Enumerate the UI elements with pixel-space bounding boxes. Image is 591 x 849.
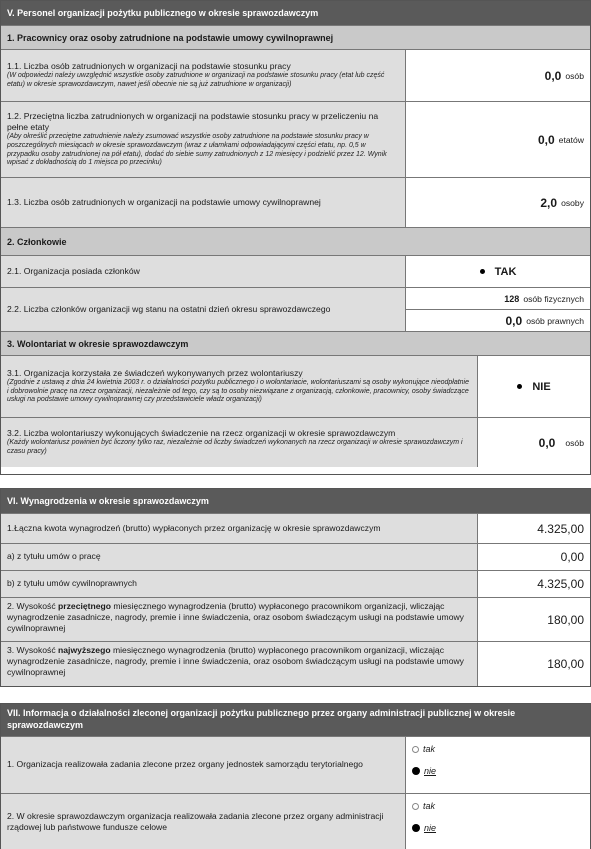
value: 4.325,00 (537, 521, 584, 536)
row-label: a) z tytułu umów o pracę (7, 551, 101, 562)
row-label: b) z tytułu umów cywilnoprawnych (7, 578, 137, 589)
row-note: (Zgodnie z ustawą z dnia 24 kwietnia 2003 r. o działalności pożytku publicznego i o wolontariacie, wolontariuszami są osoby wykonujące nieodpłatnie i dobrowolnie pracę na rzecz organizacji, niezależnie od tego, czy są to osoby niezwiązane z organizacją, członkowie, pracownicy, osoby świadczące usługi na podstawie umowy cywilnoprawnej czy przedstawiciele władz organizacji) (7, 378, 470, 404)
value: NIE (532, 380, 551, 393)
unit: osób (565, 70, 584, 81)
row-label-prefix: 3. Wysokość (7, 645, 59, 655)
row-label: 2.2. Liczba członków organizacji wg stanu na ostatni dzień okresu sprawozdawczego (7, 303, 331, 314)
section-title: V. Personel organizacji pożytku publicznego w okresie sprawozdawczym (1, 1, 590, 25)
row-label-emphasis: przeciętnego (58, 601, 112, 611)
value: 0,00 (560, 550, 584, 564)
fulltime-equivalent-field[interactable] (406, 102, 590, 177)
total-salaries-field[interactable] (478, 514, 590, 543)
average-salary-field[interactable] (478, 598, 590, 641)
row-local-government-tasks (1, 736, 590, 793)
radio-label: nie (424, 766, 437, 776)
row-note: (Każdy wolontariusz powinien być liczony tylko raz, niezależnie od liczby świadczeń wykonanych na rzecz organizacji w okresie sprawozdawczym i czasu pracy) (7, 439, 463, 456)
radio-empty-icon (412, 746, 419, 753)
radio-label: tak (423, 744, 436, 754)
section-salaries (0, 488, 591, 687)
value: 180,00 (547, 657, 584, 671)
row-label: 3.2. Liczba wolontariuszy wykonujących świadczenie na rzecz organizacji w okresie sprawozdawczym (7, 428, 396, 439)
radio-selected-icon (412, 767, 420, 775)
value: 2,0 (540, 195, 558, 210)
employment-contracts-field[interactable] (478, 544, 590, 570)
row-volunteers-count (1, 417, 590, 467)
value: 180,00 (547, 612, 584, 627)
section-title: VI. Wynagrodzenia w okresie sprawozdawczym (1, 489, 590, 513)
value: TAK (494, 265, 517, 278)
value: 0,0 (505, 313, 523, 328)
uses-volunteers-field[interactable] (478, 356, 590, 417)
subsection-title-volunteering: 3. Wolontariat w okresie sprawozdawczym (1, 331, 590, 355)
row-label: 1.Łączna kwota wynagrodzeń (brutto) wypłaconych przez organizację w okresie sprawozdawczym (7, 522, 381, 533)
row-government-tasks (1, 793, 590, 849)
row-label: 1.2. Przeciętna liczba zatrudnionych w organizacji na podstawie stosunku pracy w przeliczeniu na pełne etaty (7, 110, 379, 132)
volunteers-count-field[interactable] (478, 418, 590, 467)
unit: osób fizycznych (523, 293, 584, 304)
row-label: 1. Organizacja realizowała zadania zlecone przez organy jednostek samorządu terytorialnego (7, 759, 363, 770)
civil-contracts-field[interactable] (478, 571, 590, 597)
row-civil-contract-count (1, 177, 590, 227)
radio-label: tak (423, 801, 436, 811)
row-total-salaries (1, 513, 590, 543)
row-employees-count (1, 49, 590, 101)
value: 0,0 (544, 68, 562, 83)
row-employment-contracts (1, 543, 590, 570)
row-members-count (1, 287, 590, 331)
value: 0,0 (538, 435, 556, 450)
row-label: 1.3. Liczba osób zatrudnionych w organizacji na podstawie umowy cywilnoprawnej (7, 196, 321, 207)
highest-salary-field[interactable] (478, 642, 590, 686)
row-note: (W odpowiedzi należy uwzględnić wszystkie osoby zatrudnione w organizacji na podstawie stosunku pracy (etat lub część etatu) w okresie sprawozdawczym, nawet jeśli obecnie nie są już zatrudnione w organizacji) (7, 72, 385, 89)
unit: osoby (561, 197, 584, 208)
row-has-members (1, 255, 590, 287)
row-label-prefix: 2. Wysokość (7, 601, 59, 611)
section-title: VII. Informacja o działalności zleconej organizacji pożytku publicznego przez organy administracji publicznej w okresie sprawozdawczym (1, 704, 590, 736)
subsection-title-employees: 1. Pracownicy oraz osoby zatrudnione na podstawie umowy cywilnoprawnej (1, 25, 590, 49)
value: 128 (504, 293, 520, 304)
row-average-salary (1, 597, 590, 641)
radio-tak[interactable] (412, 741, 584, 757)
members-natural-persons-field[interactable] (406, 288, 590, 310)
row-fulltime-equivalent (1, 101, 590, 177)
radio-nie[interactable] (412, 763, 584, 779)
value: 0,0 (537, 132, 555, 147)
row-label: 2.1. Organizacja posiada członków (7, 265, 140, 276)
members-legal-persons-field[interactable] (406, 310, 590, 331)
row-label-suffix: miesięcznego wynagrodzenia (brutto) wypłaconego pracownikom organizacji, wliczając wynagrodzenie zasadnicze, nagrody, premie i inne świadczenia, oraz osobom świadczącym usługi na podstawie umowy cywilnoprawnej (7, 601, 464, 634)
radio-empty-icon (412, 803, 419, 810)
row-label-emphasis: najwyższego (58, 645, 111, 655)
radio-tak[interactable] (412, 798, 584, 814)
radio-label: nie (424, 823, 437, 833)
row-label-suffix: miesięcznego wynagrodzenia (brutto) wypłaconego pracownikom organizacji, wliczając wynagrodzenie zasadnicze, nagrody, premie i inne świadczenia, oraz osobom świadczącym usługi na podstawie umowy cywilnoprawnej (7, 645, 464, 678)
subsection-title-members: 2. Członkowie (1, 227, 590, 255)
unit: etatów (558, 134, 584, 145)
unit: osób prawnych (526, 315, 584, 326)
radio-selected-icon (412, 824, 420, 832)
row-civil-contracts (1, 570, 590, 597)
employees-count-field[interactable] (406, 50, 590, 101)
row-label: 1.1. Liczba osób zatrudnionych w organizacji na podstawie stosunku pracy (7, 61, 291, 72)
section-commissioned-activity (0, 703, 591, 849)
value: 4.325,00 (537, 577, 584, 591)
bullet-icon (480, 269, 485, 274)
civil-contract-count-field[interactable] (406, 178, 590, 227)
row-note: (Aby określić przeciętne zatrudnienie należy zsumować wszystkie osoby zatrudnione na podstawie stosunku pracy w poszczególnych miesiącach w okresie sprawozdawczym (wraz z ułamkami odpowiadającymi części etatu, np. 0,5 w przypadku osoby zatrudnionej na pół etatu), dodać do siebie sumy zatrudnionych z 12 miesięcy i podzielić przez 12. Wynik wpisać z dokładnością do 1 miejsca po przecinku) (7, 133, 387, 167)
radio-nie[interactable] (412, 820, 584, 836)
bullet-icon (517, 384, 522, 389)
row-highest-salary (1, 641, 590, 686)
has-members-field[interactable] (406, 256, 590, 287)
row-uses-volunteers (1, 355, 590, 417)
row-label: 3.1. Organizacja korzystała ze świadczeń wykonywanych przez wolontariuszy (7, 367, 303, 378)
unit: osób (565, 437, 584, 448)
row-label: 2. W okresie sprawozdawczym organizacja realizowała zadania zlecone przez organy administracji rządowej lub państwowe fundusze celowe (7, 810, 384, 832)
